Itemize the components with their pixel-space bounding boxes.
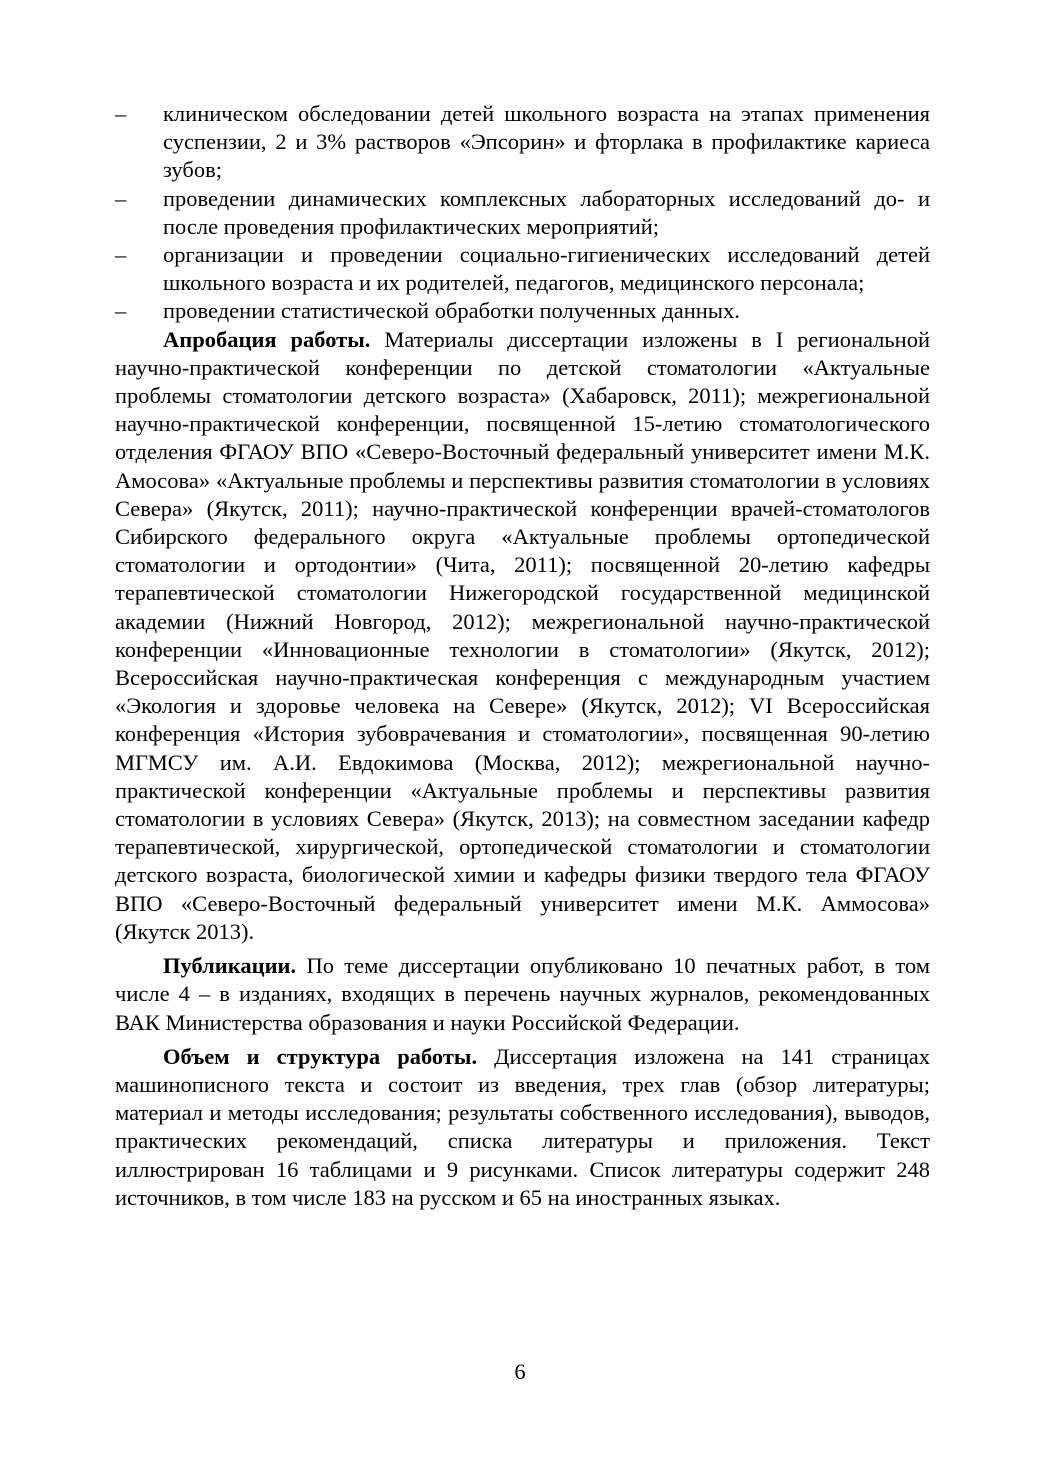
- publications-heading: Публикации.: [163, 953, 297, 979]
- structure-text: Диссертация изложена на 141 страницах машинописного текста и состоит из введения, трех глав (обзор литературы; материал и методы исследования; результаты собственного исследования), выводов, практических рекомендаций, списка литературы и приложения. Текст иллюстрирован 16 таблицами и 9 рисунками. Список литературы содержит 248 источников, в том числе 183 на русском и 65 на иностранных языках.: [115, 1043, 930, 1210]
- list-item-text: проведении статистической обработки полученных данных.: [163, 298, 740, 324]
- page-number: 6: [514, 1359, 526, 1384]
- list-dash: –: [115, 101, 127, 126]
- list-item: [115, 297, 930, 325]
- publications-text: По теме диссертации опубликовано 10 печатных работ, в том числе 4 – в изданиях, входящих в перечень научных журналов, рекомендованных ВАК Министерства образования и науки Российской Федерации.: [115, 953, 930, 1035]
- publications-paragraph: [115, 952, 930, 1037]
- document-page: [115, 100, 930, 1212]
- structure-heading: Объем и структура работы.: [163, 1043, 478, 1069]
- list-dash: –: [115, 185, 127, 211]
- list-dash: –: [115, 242, 127, 268]
- list-item-text: проведении динамических комплексных лабораторных исследований до- и после проведения профилактических мероприятий;: [163, 185, 930, 239]
- list-item-text: клиническом обследовании детей школьного возраста на этапах применения суспензии, 2 и 3% растворов «Эпсорин» и фторлака в профилактике кариеса зубов;: [163, 101, 930, 183]
- approbation-heading: Апробация работы.: [163, 326, 371, 352]
- structure-paragraph: [115, 1043, 930, 1212]
- list-item: [115, 241, 930, 297]
- list-item: [115, 100, 930, 185]
- approbation-paragraph: [115, 326, 930, 946]
- list-item: [115, 185, 930, 241]
- list-item-text: организации и проведении социально-гигиенических исследований детей школьного возраста и их родителей, педагогов, медицинского персонала;: [163, 242, 930, 296]
- list-dash: –: [115, 298, 127, 324]
- participation-list: [115, 100, 930, 326]
- approbation-text: Материалы диссертации изложены в I региональной научно-практической конференции по детской стоматологии «Актуальные проблемы стоматологии детского возраста» (Хабаровск, 2011); межрегиональной научно-практической конференции, посвященной 15-летию стоматологического отделения ФГАОУ ВПО «Северо-Восточный федеральный университет имени М.К. Амосова» «Актуальные проблемы и перспективы развития стоматологии в условиях Севера» (Якутск, 2011); научно-практической конференции врачей-стоматологов Сибирского федерального округа «Актуальные проблемы ортопедической стоматологии и ортодонтии» (Чита, 2011); посвященной 20-летию кафедры терапевтической стоматологии Нижегородской государственной медицинской академии (Нижний Новгород, 2012); межрегиональной научно-практической конференции «Инновационные технологии в стоматологии» (Якутск, 2012); Всероссийская научно-практическая конференция с международным участием «Экология и здоровье человека на Севере» (Якутск, 2012); VI Всероссийская конференция «История зубоврачевания и стоматологии», посвященная 90-летию МГМСУ им. А.И. Евдокимова (Москва, 2012); межрегиональной научно-практической конференции «Актуальные проблемы и перспективы развития стоматологии в условиях Севера» (Якутск, 2013); на совместном заседании кафедр терапевтической, хирургической, ортопедической стоматологии и стоматологии детского возраста, биологической химии и кафедры физики твердого тела ФГАОУ ВПО «Северо-Восточный федеральный университет имени М.К. Аммосова» (Якутск 2013).: [115, 326, 930, 944]
